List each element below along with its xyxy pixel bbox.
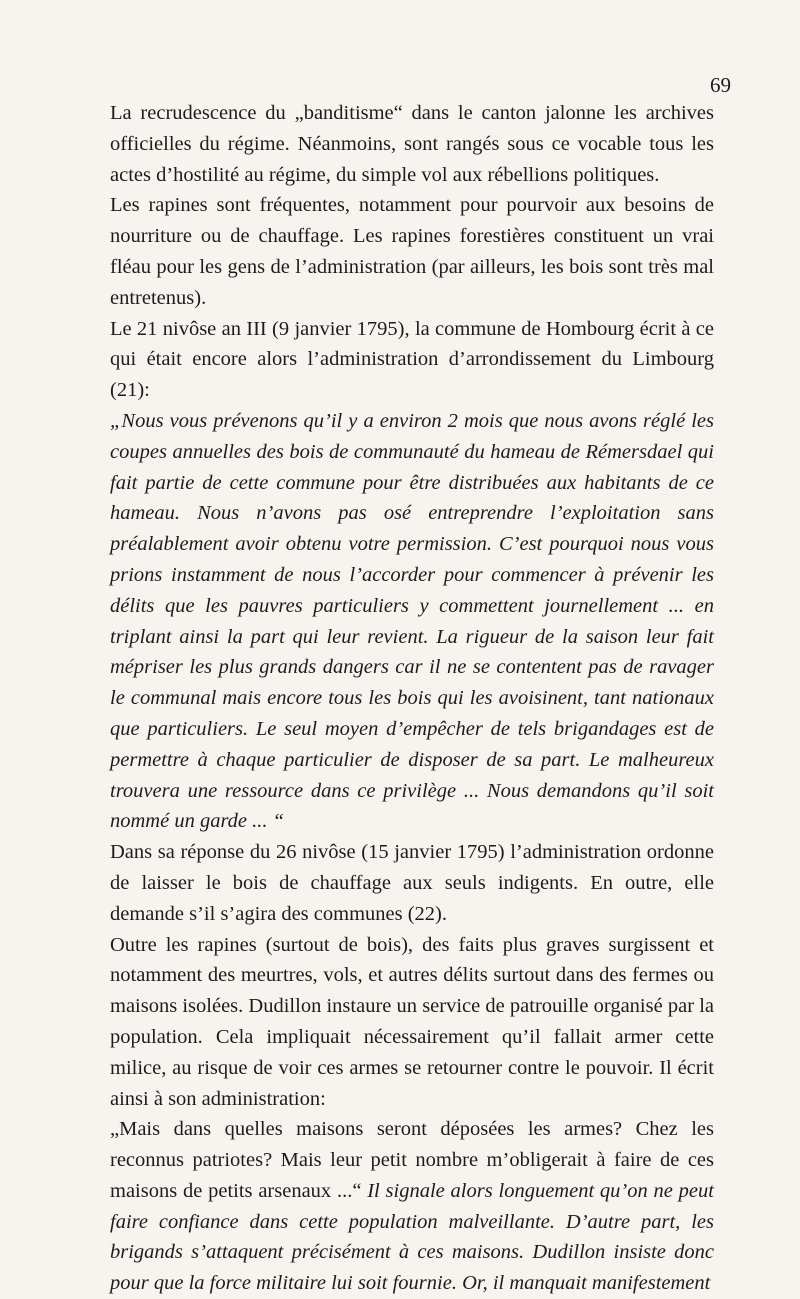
paragraph-rapines: Les rapines sont fréquentes, notamment pour pourvoir aux besoins de nourriture ou de chauffage. Les rapines forestières constituent un vrai fléau pour les gens de l’administration (par ailleurs, les bois sont très mal entretenus). xyxy=(110,194,714,309)
paragraph-hombourg: Le 21 nivôse an III (9 janvier 1795), la commune de Hombourg écrit à ce qui était encore alors l’administration d’arrondissement du Limbourg (21): xyxy=(110,317,714,402)
page-number: 69 xyxy=(710,73,731,97)
commentary-italic: Il signale alors longuement qu’on ne peut faire confiance dans cette population malveillante. D’autre part, les brigands s’attaquent précisément à ces maisons. Dudillon insiste donc pour que la force militaire lui soit fournie. Or, il manquait manifestement xyxy=(110,1179,714,1295)
paragraph-banditisme: La recrudescence du „banditisme“ dans le canton jalonne les archives officielles du régime. Néanmoins, sont rangés sous ce vocable tous les actes d’hostilité au régime, du simple vol aux rébellions politiques. xyxy=(110,102,714,186)
quote-hombourg-letter: „Nous vous prévenons qu’il y a environ 2 mois que nous avons réglé les coupes annuelles des bois de communauté du hameau de Rémersdael qui fait partie de cette commune pour être distribuées aux habitants de ce hameau. Nous n’avons pas osé entreprendre l’exploitation sans préalablement avoir obtenu votre permission. C’est pourquoi nous vous prions instamment de nous l’accorder pour commencer à prévenir les délits que les pauvres particuliers y commettent journellement ... en triplant ainsi la part qui leur revient. La rigueur de la saison leur fait mépriser les plus grands dangers car il ne se contentent pas de ravager le communal mais encore tous les bois qui les avoisinent, tant nationaux que particuliers. Le seul moyen d’empêcher de tels brigandages est de permettre à chaque particulier de disposer de sa part. Le malheureux trouvera une ressource dans ce privilège ... Nous demandons qu’il soit nommé un garde ... “ xyxy=(110,409,714,833)
paragraph-armes xyxy=(110,1114,714,1299)
quote-dudillon: „Mais dans quelles maisons seront déposées les armes? Chez les reconnus patriotes? Mais leur petit nombre m’obligerait à faire de ces maisons de petits arsenaux ...“ xyxy=(110,1118,714,1202)
paragraph-reponse: Dans sa réponse du 26 nivôse (15 janvier 1795) l’administration ordonne de laisser le bois de chauffage aux seuls indigents. En outre, elle demande s’il s’agira des communes (22). xyxy=(110,841,714,925)
body-text xyxy=(110,98,714,1299)
paragraph-outre-rapines: Outre les rapines (surtout de bois), des faits plus graves surgissent et notamment des meurtres, vols, et autres délits surtout dans des fermes ou maisons isolées. Dudillon instaure un service de patrouille organisé par la population. Cela impliquait nécessairement qu’il fallait armer cette milice, au risque de voir ces armes se retourner contre le pouvoir. Il écrit ainsi à son administration: xyxy=(110,933,714,1110)
